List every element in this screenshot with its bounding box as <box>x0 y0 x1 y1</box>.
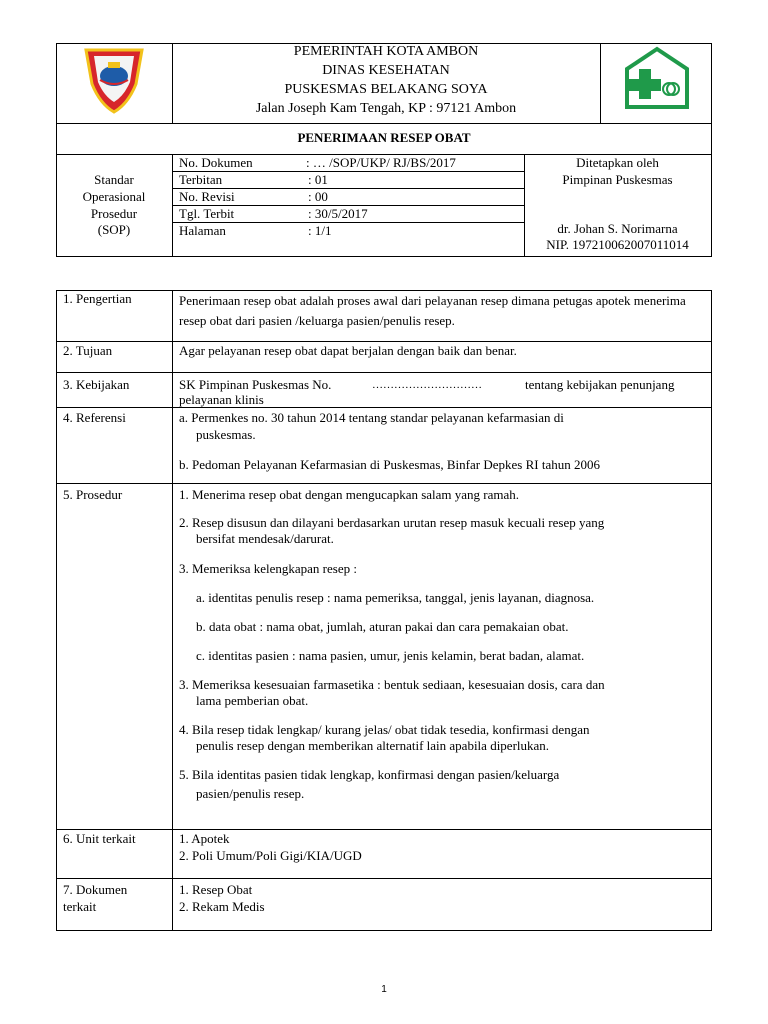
field-value-no-revisi: : 00 <box>308 189 328 204</box>
tujuan-text: Agar pelayanan resep obat dapat berjalan dengan baik dan benar. <box>179 343 517 358</box>
header-line-4: Jalan Joseph Kam Tengah, KP : 97121 Ambon <box>255 101 517 116</box>
dokumen-terkait-item-1: 1. Resep Obat <box>179 882 253 897</box>
field-label-halaman: Halaman <box>179 223 226 238</box>
field-value-no-dokumen: : … /SOP/UKP/ RJ/BS/2017 <box>306 155 456 170</box>
dokumen-terkait-item-2: 2. Rekam Medis <box>179 899 265 914</box>
prosedur-step-1: 1. Menerima resep obat dengan mengucapkan salam yang ramah. <box>179 487 520 502</box>
row-label-dokumen: 7. Dokumen <box>63 882 128 897</box>
prosedur-step-6-line-2: pasien/penulis resep. <box>196 786 305 801</box>
prosedur-step-2-line-2: bersifat mendesak/darurat. <box>196 531 334 546</box>
header-line-2: DINAS KESEHATAN <box>322 63 450 78</box>
puskesmas-cross-house-icon <box>623 45 691 113</box>
kebijakan-text-b: tentang kebijakan penunjang <box>525 377 675 392</box>
prosedur-step-5-line-2: penulis resep dengan memberikan alternatif lain apabila diperlukan. <box>196 738 550 753</box>
referensi-b: b. Pedoman Pelayanan Kefarmasian di Puskesmas, Binfar Depkes RI tahun 2006 <box>179 457 600 472</box>
prosedur-step-6-line-1: 5. Bila identitas pasien tidak lengkap, konfirmasi dengan pasien/keluarga <box>179 767 560 782</box>
kebijakan-dots: ………………………… <box>372 379 482 391</box>
sop-label-3: Prosedur <box>90 206 138 221</box>
prosedur-step-3a: a. identitas penulis resep : nama pemeriksa, tanggal, jenis layanan, diagnosa. <box>196 590 595 605</box>
prosedur-step-2-line-1: 2. Resep disusun dan dilayani berdasarkan urutan resep masuk kecuali resep yang <box>179 515 605 530</box>
field-label-tgl-terbit: Tgl. Terbit <box>179 206 235 221</box>
approval-line-2: Pimpinan Puskesmas <box>562 172 673 187</box>
row-label-kebijakan: 3. Kebijakan <box>63 377 130 392</box>
document-title: PENERIMAAN RESEP OBAT <box>297 130 471 145</box>
prosedur-step-3c: c. identitas pasien : nama pasien, umur, jenis kelamin, berat badan, alamat. <box>196 648 585 663</box>
row-label-unit-terkait: 6. Unit terkait <box>63 831 136 846</box>
approver-name: dr. Johan S. Norimarna <box>557 221 678 236</box>
header-line-1: PEMERINTAH KOTA AMBON <box>293 44 479 59</box>
row-label-prosedur: 5. Prosedur <box>63 487 123 502</box>
header-line-3: PUSKESMAS BELAKANG SOYA <box>284 82 488 97</box>
kebijakan-text-c: pelayanan klinis <box>179 392 264 407</box>
city-emblem-icon <box>78 44 150 116</box>
field-value-halaman: : 1/1 <box>308 223 332 238</box>
page-number: 1 <box>381 984 387 995</box>
row-label-referensi: 4. Referensi <box>63 410 126 425</box>
field-label-no-revisi: No. Revisi <box>179 189 235 204</box>
prosedur-step-4-line-1: 3. Memeriksa kesesuaian farmasetika : bentuk sediaan, kesesuaian dosis, cara dan <box>179 677 605 692</box>
field-label-no-dokumen: No. Dokumen <box>179 155 253 170</box>
sop-label-1: Standar <box>94 172 134 187</box>
referensi-a-line-2: puskesmas. <box>196 427 256 442</box>
referensi-a-line-1: a. Permenkes no. 30 tahun 2014 tentang standar pelayanan kefarmasian di <box>179 410 564 425</box>
field-value-terbitan: : 01 <box>308 172 328 187</box>
field-label-terbitan: Terbitan <box>179 172 223 187</box>
field-value-tgl-terbit: : 30/5/2017 <box>308 206 368 221</box>
pengertian-text: Penerimaan resep obat adalah proses awal dari pelayanan resep dimana petugas apotek menerima resep obat dari pasien /keluarga pasien/penulis resep. <box>179 293 686 328</box>
row-label-tujuan: 2. Tujuan <box>63 343 113 358</box>
prosedur-step-3b: b. data obat : nama obat, jumlah, aturan pakai dan cara pemakaian obat. <box>196 619 569 634</box>
kebijakan-text-a: SK Pimpinan Puskesmas No. <box>179 377 332 392</box>
sop-label-4: (SOP) <box>97 222 131 237</box>
sop-label-2: Operasional <box>82 189 146 204</box>
approval-line-1: Ditetapkan oleh <box>576 155 659 170</box>
unit-terkait-item-2: 2. Poli Umum/Poli Gigi/KIA/UGD <box>179 848 362 863</box>
prosedur-step-5-line-1: 4. Bila resep tidak lengkap/ kurang jelas/ obat tidak tesedia, konfirmasi dengan <box>179 722 590 737</box>
row-label-pengertian: 1. Pengertian <box>63 291 132 306</box>
approver-nip: NIP. 197210062007011014 <box>546 237 689 252</box>
prosedur-step-4-line-2: lama pemberian obat. <box>196 693 309 708</box>
unit-terkait-item-1: 1. Apotek <box>179 831 230 846</box>
prosedur-step-3: 3. Memeriksa kelengkapan resep : <box>179 561 357 576</box>
row-label-terkait: terkait <box>63 899 97 914</box>
